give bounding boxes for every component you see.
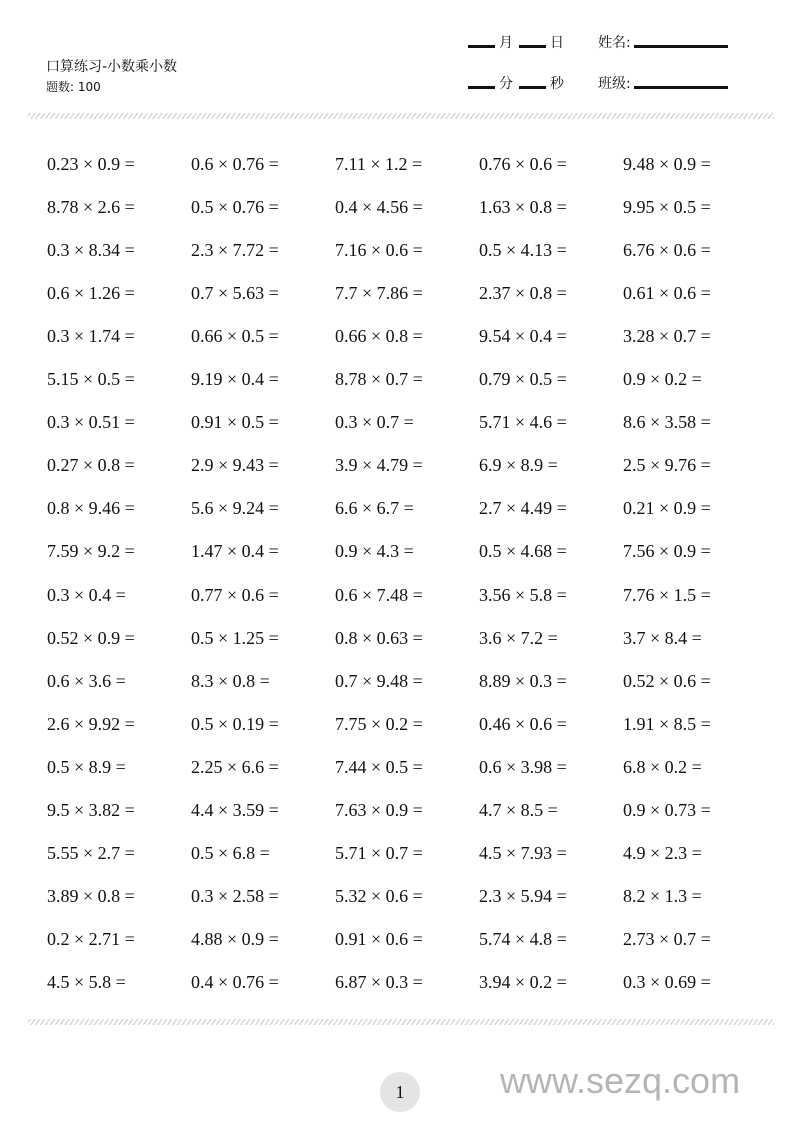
problem-item: 6.87 × 0.3 = [335,971,423,992]
problem-item: 0.7 × 9.48 = [335,670,423,691]
problem-item: 0.6 × 7.48 = [335,584,423,605]
problem-item: 1.63 × 0.8 = [479,197,567,218]
problem-item: 0.8 × 0.63 = [335,627,423,648]
class-blank[interactable] [634,86,728,89]
problem-item: 0.8 × 9.46 = [47,498,135,519]
problem-item: 0.46 × 0.6 = [479,713,567,734]
top-divider [28,113,774,119]
problem-item: 0.61 × 0.6 = [623,283,711,304]
problem-item: 9.19 × 0.4 = [191,369,279,390]
problem-item: 6.8 × 0.2 = [623,756,702,777]
problem-item: 7.76 × 1.5 = [623,584,711,605]
problem-item: 4.7 × 8.5 = [479,799,558,820]
name-field [598,32,732,52]
problem-item: 0.91 × 0.6 = [335,928,423,949]
problem-item: 5.74 × 4.8 = [479,928,567,949]
problem-item: 4.4 × 3.59 = [191,799,279,820]
second-blank[interactable] [519,86,546,89]
problem-item: 8.78 × 2.6 = [47,197,135,218]
bottom-divider [28,1019,774,1025]
problem-item: 7.16 × 0.6 = [335,240,423,261]
problem-item: 7.59 × 9.2 = [47,541,135,562]
problem-item: 0.66 × 0.5 = [191,326,279,347]
problem-item: 0.3 × 0.69 = [623,971,711,992]
problem-item: 1.47 × 0.4 = [191,541,279,562]
problem-item: 3.7 × 8.4 = [623,627,702,648]
problem-item: 0.4 × 4.56 = [335,197,423,218]
problem-item: 8.2 × 1.3 = [623,885,702,906]
problem-item: 5.71 × 4.6 = [479,412,567,433]
problem-item: 6.76 × 0.6 = [623,240,711,261]
problem-item: 8.3 × 0.8 = [191,670,270,691]
problem-count: 题数: 100 [46,80,101,94]
name-label: 姓名: [598,35,631,51]
problem-item: 3.6 × 7.2 = [479,627,558,648]
problem-item: 0.5 × 0.76 = [191,197,279,218]
month-label: 月 [499,35,513,51]
worksheet-title: 口算练习-小数乘小数 [46,59,178,75]
class-field [598,73,732,93]
problem-item: 0.5 × 1.25 = [191,627,279,648]
date-fields [468,32,564,52]
name-blank[interactable] [634,45,728,48]
minute-label: 分 [499,76,513,92]
page-number: 1 [380,1072,420,1112]
problem-item: 3.94 × 0.2 = [479,971,567,992]
problem-item: 7.44 × 0.5 = [335,756,423,777]
problem-item: 5.32 × 0.6 = [335,885,423,906]
problem-item: 0.9 × 0.2 = [623,369,702,390]
problem-item: 9.95 × 0.5 = [623,197,711,218]
problem-item: 9.5 × 3.82 = [47,799,135,820]
problem-item: 6.6 × 6.7 = [335,498,414,519]
problem-item: 0.3 × 2.58 = [191,885,279,906]
problem-item: 0.7 × 5.63 = [191,283,279,304]
problem-item: 0.6 × 3.6 = [47,670,126,691]
problem-item: 2.37 × 0.8 = [479,283,567,304]
problem-item: 8.6 × 3.58 = [623,412,711,433]
problem-item: 0.3 × 8.34 = [47,240,135,261]
problem-item: 0.77 × 0.6 = [191,584,279,605]
problem-item: 0.3 × 0.4 = [47,584,126,605]
problem-item: 1.91 × 8.5 = [623,713,711,734]
problem-item: 0.5 × 8.9 = [47,756,126,777]
problem-item: 0.66 × 0.8 = [335,326,423,347]
problem-item: 0.79 × 0.5 = [479,369,567,390]
problem-item: 4.5 × 5.8 = [47,971,126,992]
problem-item: 0.52 × 0.6 = [623,670,711,691]
problem-item: 7.75 × 0.2 = [335,713,423,734]
problem-item: 2.25 × 6.6 = [191,756,279,777]
class-label: 班级: [598,76,631,92]
problem-item: 5.15 × 0.5 = [47,369,135,390]
problem-item: 3.28 × 0.7 = [623,326,711,347]
problem-item: 8.78 × 0.7 = [335,369,423,390]
problem-item: 5.71 × 0.7 = [335,842,423,863]
watermark: www.sezq.com [500,1060,741,1101]
day-label: 日 [550,35,564,51]
time-fields [468,73,564,93]
problem-item: 4.5 × 7.93 = [479,842,567,863]
problem-item: 4.9 × 2.3 = [623,842,702,863]
problem-item: 0.3 × 0.51 = [47,412,135,433]
month-blank[interactable] [468,45,495,48]
problem-item: 0.9 × 4.3 = [335,541,414,562]
problem-item: 2.7 × 4.49 = [479,498,567,519]
problem-item: 0.3 × 0.7 = [335,412,414,433]
problem-item: 7.7 × 7.86 = [335,283,423,304]
problem-item: 0.5 × 6.8 = [191,842,270,863]
problem-item: 8.89 × 0.3 = [479,670,567,691]
problem-item: 0.9 × 0.73 = [623,799,711,820]
problem-item: 0.4 × 0.76 = [191,971,279,992]
problem-item: 0.5 × 4.13 = [479,240,567,261]
problem-item: 0.91 × 0.5 = [191,412,279,433]
problem-item: 0.5 × 4.68 = [479,541,567,562]
problem-item: 0.76 × 0.6 = [479,154,567,174]
problem-item: 2.73 × 0.7 = [623,928,711,949]
problem-item: 5.55 × 2.7 = [47,842,135,863]
problem-item: 0.6 × 1.26 = [47,283,135,304]
day-blank[interactable] [519,45,546,48]
problem-item: 0.5 × 0.19 = [191,713,279,734]
problem-item: 0.6 × 0.76 = [191,154,279,174]
problem-item: 0.27 × 0.8 = [47,455,135,476]
problem-item: 0.6 × 3.98 = [479,756,567,777]
problem-item: 5.6 × 9.24 = [191,498,279,519]
problem-item: 2.3 × 7.72 = [191,240,279,261]
problem-item: 4.88 × 0.9 = [191,928,279,949]
minute-blank[interactable] [468,86,495,89]
problem-item: 7.63 × 0.9 = [335,799,423,820]
problem-item: 3.56 × 5.8 = [479,584,567,605]
problem-item: 0.23 × 0.9 = [47,154,135,174]
problem-item: 0.21 × 0.9 = [623,498,711,519]
problem-item: 7.56 × 0.9 = [623,541,711,562]
problem-item: 0.52 × 0.9 = [47,627,135,648]
problem-item: 2.3 × 5.94 = [479,885,567,906]
problem-item: 2.5 × 9.76 = [623,455,711,476]
problem-item: 0.3 × 1.74 = [47,326,135,347]
problem-item: 3.89 × 0.8 = [47,885,135,906]
problem-item: 9.48 × 0.9 = [623,154,711,174]
problem-item: 2.9 × 9.43 = [191,455,279,476]
problem-item: 0.2 × 2.71 = [47,928,135,949]
problem-item: 2.6 × 9.92 = [47,713,135,734]
problem-item: 7.11 × 1.2 = [335,154,423,174]
problem-item: 9.54 × 0.4 = [479,326,567,347]
problem-item: 6.9 × 8.9 = [479,455,558,476]
second-label: 秒 [550,76,564,92]
problem-item: 3.9 × 4.79 = [335,455,423,476]
